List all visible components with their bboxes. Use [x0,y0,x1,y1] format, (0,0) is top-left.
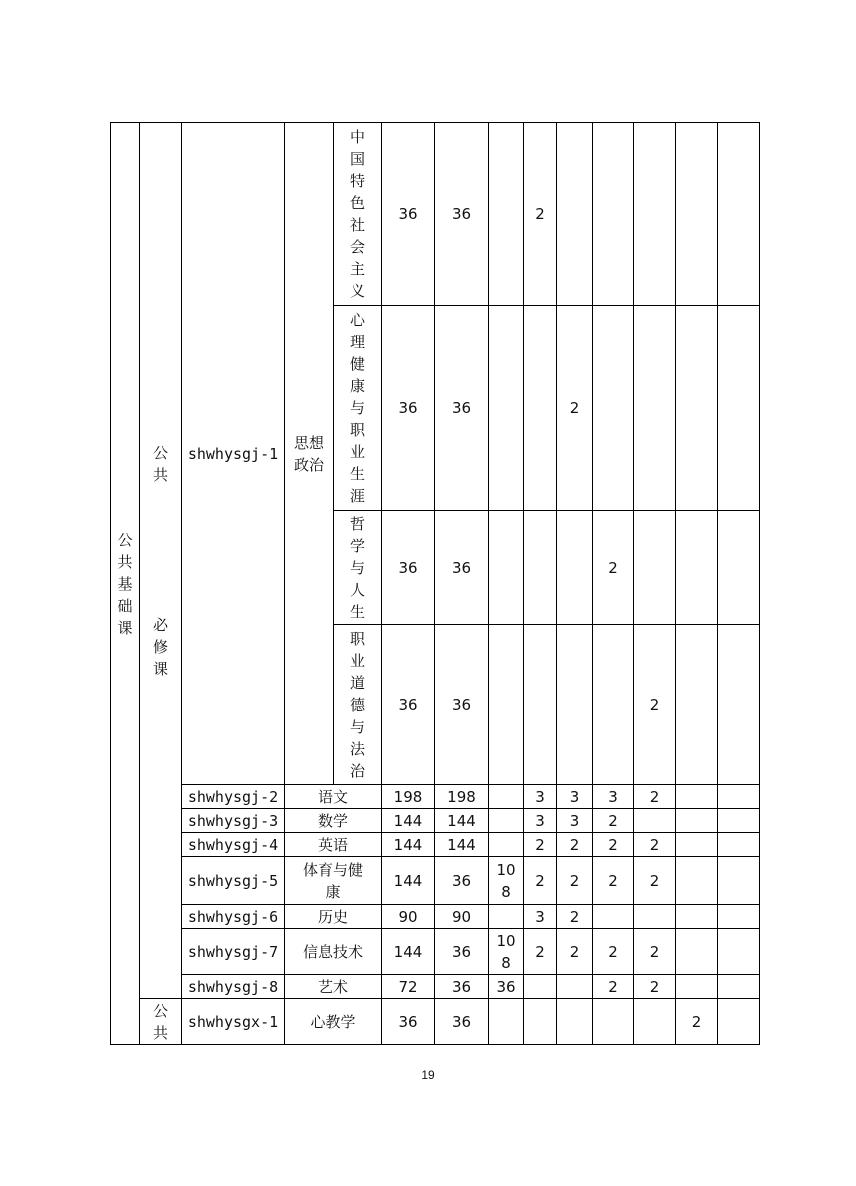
course-schedule-table [110,122,760,1045]
semester-3 [593,123,634,306]
practice-hours [489,306,524,511]
category-main-label: 公共基础课 [117,530,133,637]
semester-2 [557,511,593,625]
table-row [111,929,760,975]
course-name: 历史 [285,905,382,929]
semester-2: 2 [557,306,593,511]
semester-3 [593,999,634,1045]
semester-6 [718,511,760,625]
semester-4: 2 [634,833,676,857]
elective-category-label: 公共 [153,1001,169,1042]
semester-4 [634,123,676,306]
semester-2: 3 [557,809,593,833]
theory-hours: 36 [435,929,489,975]
semester-5 [676,306,718,511]
total-hours: 36 [382,306,435,511]
semester-1: 2 [524,123,557,306]
semester-4 [634,511,676,625]
total-hours: 144 [382,809,435,833]
semester-3 [593,905,634,929]
semester-3: 2 [593,929,634,975]
semester-3: 2 [593,833,634,857]
subcategory-label-top: 公共 [153,443,169,484]
semester-6 [718,785,760,809]
table-row [111,123,760,306]
total-hours: 90 [382,905,435,929]
theory-hours: 36 [435,857,489,905]
semester-1 [524,511,557,625]
semester-1: 3 [524,809,557,833]
theory-hours: 198 [435,785,489,809]
category-cell [111,123,140,1045]
course-code: shwhysgj-3 [182,809,285,833]
semester-6 [718,857,760,905]
theory-hours: 144 [435,833,489,857]
total-hours: 144 [382,833,435,857]
semester-2 [557,123,593,306]
semester-1 [524,999,557,1045]
course-name: 心教学 [285,999,382,1045]
semester-3: 2 [593,511,634,625]
semester-4: 2 [634,785,676,809]
semester-5 [676,123,718,306]
course-code: shwhysgj-1 [182,123,285,785]
course-name: 数学 [285,809,382,833]
course-name: 中国特色社会主义 [334,123,382,306]
semester-6 [718,833,760,857]
semester-5 [676,975,718,999]
total-hours: 144 [382,857,435,905]
theory-hours: 144 [435,809,489,833]
theory-hours: 36 [435,625,489,785]
course-name: 体育与健康 [285,857,382,905]
total-hours: 198 [382,785,435,809]
course-name: 艺术 [285,975,382,999]
semester-4: 2 [634,975,676,999]
semester-6 [718,905,760,929]
semester-2: 2 [557,929,593,975]
semester-4: 2 [634,857,676,905]
practice-hours: 36 [489,975,524,999]
practice-hours: 108 [489,857,524,905]
practice-hours [489,785,524,809]
semester-3 [593,306,634,511]
semester-1: 2 [524,857,557,905]
semester-1 [524,625,557,785]
table-row [111,999,760,1045]
semester-4 [634,306,676,511]
semester-2 [557,625,593,785]
total-hours: 36 [382,123,435,306]
semester-2: 3 [557,785,593,809]
practice-hours [489,123,524,306]
course-group-label: 思想政治 [293,433,324,474]
course-code: shwhysgj-5 [182,857,285,905]
table-row [111,905,760,929]
total-hours: 36 [382,511,435,625]
semester-4: 2 [634,625,676,785]
semester-5 [676,833,718,857]
semester-6 [718,929,760,975]
course-code: shwhysgj-6 [182,905,285,929]
semester-4 [634,809,676,833]
semester-5 [676,785,718,809]
course-name: 心理健康与职业生涯 [334,306,382,511]
table-row [111,857,760,905]
total-hours: 72 [382,975,435,999]
semester-1: 3 [524,785,557,809]
semester-3: 3 [593,785,634,809]
course-name: 英语 [285,833,382,857]
course-code: shwhysgj-7 [182,929,285,975]
semester-1: 2 [524,833,557,857]
semester-3 [593,625,634,785]
practice-hours: 108 [489,929,524,975]
theory-hours: 36 [435,123,489,306]
semester-6 [718,625,760,785]
practice-hours [489,905,524,929]
semester-2 [557,999,593,1045]
semester-4: 2 [634,929,676,975]
page-number: 19 [421,1068,435,1082]
practice-hours [489,999,524,1045]
semester-4 [634,905,676,929]
practice-hours [489,833,524,857]
semester-3: 2 [593,809,634,833]
semester-5: 2 [676,999,718,1045]
semester-6 [718,123,760,306]
semester-1 [524,975,557,999]
practice-hours [489,625,524,785]
semester-5 [676,929,718,975]
semester-5 [676,905,718,929]
semester-6 [718,809,760,833]
practice-hours [489,511,524,625]
course-group-cell [285,123,334,785]
total-hours: 144 [382,929,435,975]
subcategory-cell [140,123,182,999]
total-hours: 36 [382,999,435,1045]
semester-2 [557,975,593,999]
semester-1 [524,306,557,511]
table-row [111,975,760,999]
course-name: 信息技术 [285,929,382,975]
table-row [111,785,760,809]
course-name: 语文 [285,785,382,809]
semester-4 [634,999,676,1045]
semester-6 [718,306,760,511]
semester-5 [676,809,718,833]
subcategory-label-bottom: 必修课 [153,615,169,678]
theory-hours: 90 [435,905,489,929]
semester-1: 2 [524,929,557,975]
theory-hours: 36 [435,511,489,625]
practice-hours [489,809,524,833]
course-code: shwhysgj-4 [182,833,285,857]
semester-3: 2 [593,857,634,905]
course-name: 职业道德与法治 [334,625,382,785]
course-code: shwhysgx-1 [182,999,285,1045]
course-code: shwhysgj-2 [182,785,285,809]
theory-hours: 36 [435,306,489,511]
semester-6 [718,999,760,1045]
table-row [111,833,760,857]
semester-3: 2 [593,975,634,999]
semester-5 [676,511,718,625]
theory-hours: 36 [435,975,489,999]
semester-2: 2 [557,833,593,857]
semester-2: 2 [557,905,593,929]
total-hours: 36 [382,625,435,785]
course-code: shwhysgj-8 [182,975,285,999]
semester-1: 3 [524,905,557,929]
semester-2: 2 [557,857,593,905]
table-row [111,809,760,833]
semester-5 [676,625,718,785]
course-name: 哲学与人生 [334,511,382,625]
semester-6 [718,975,760,999]
theory-hours: 36 [435,999,489,1045]
elective-category-cell [140,999,182,1045]
semester-5 [676,857,718,905]
